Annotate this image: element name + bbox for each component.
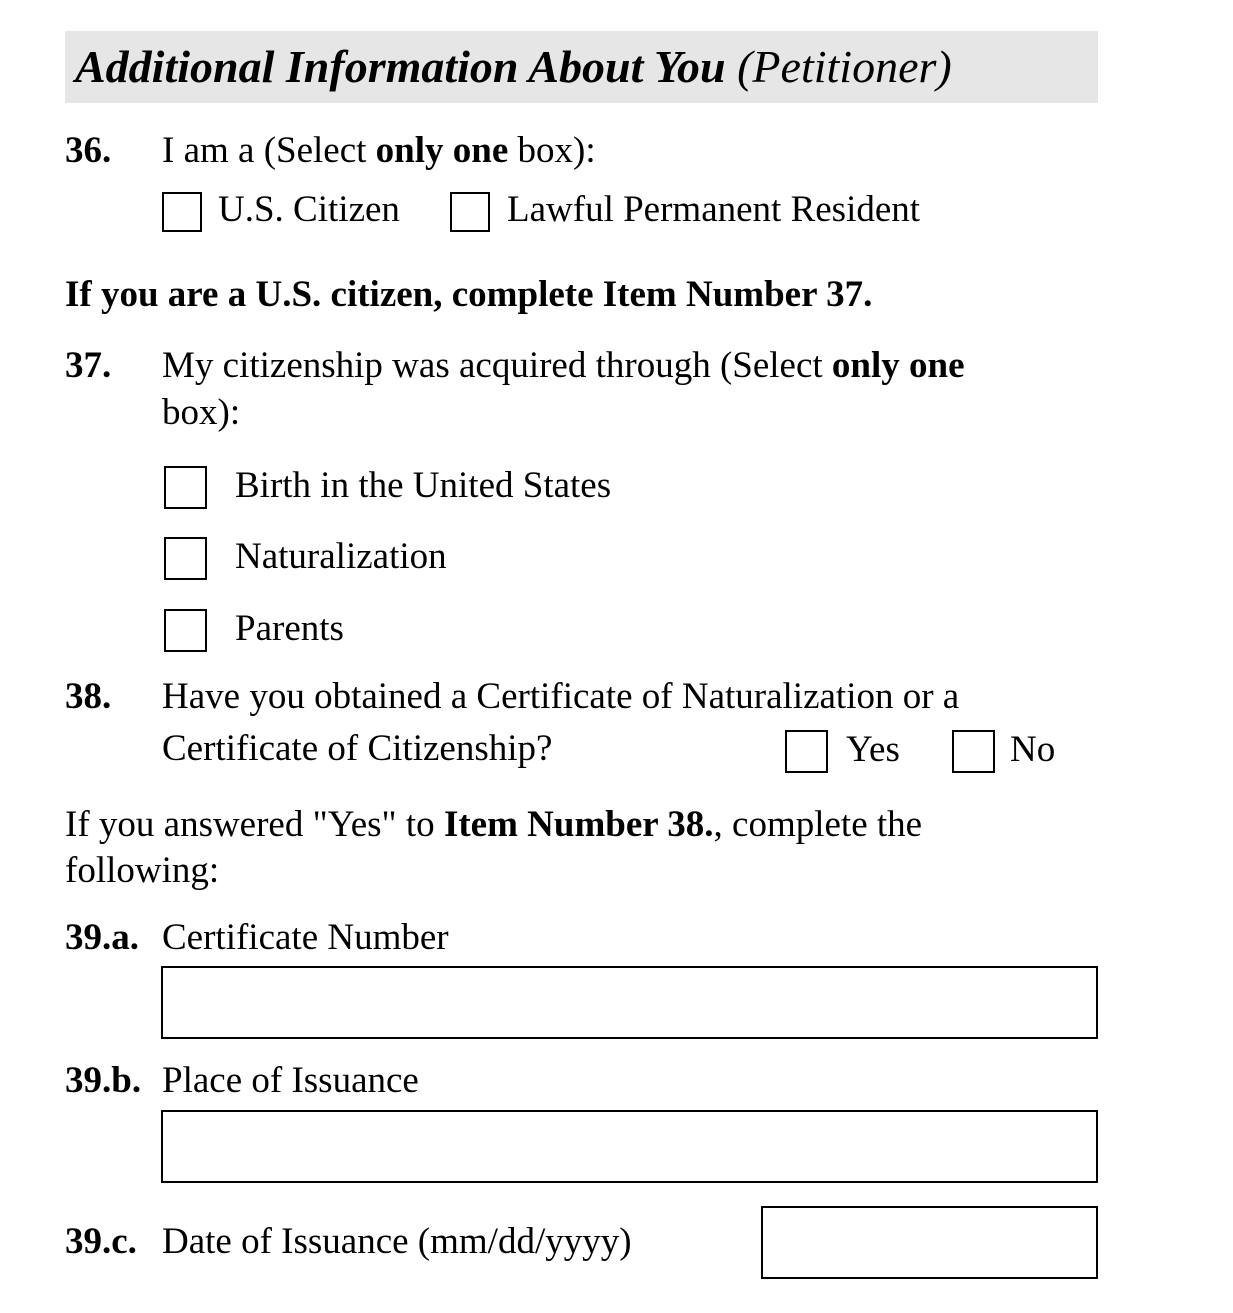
item-39c-number: 39.c. bbox=[65, 1221, 137, 1262]
followup-instruction-line2: following: bbox=[65, 850, 220, 891]
item-37-number: 37. bbox=[65, 345, 112, 386]
place-of-issuance-label: Place of Issuance bbox=[162, 1060, 419, 1101]
parents-checkbox[interactable] bbox=[164, 609, 207, 652]
lawful-permanent-resident-checkbox[interactable] bbox=[450, 192, 490, 232]
place-of-issuance-input[interactable] bbox=[161, 1110, 1098, 1183]
parents-label: Parents bbox=[235, 608, 344, 649]
lawful-permanent-resident-label: Lawful Permanent Resident bbox=[507, 189, 921, 230]
no-checkbox[interactable] bbox=[952, 730, 995, 773]
birth-in-us-label: Birth in the United States bbox=[235, 465, 612, 506]
item-36-number: 36. bbox=[65, 130, 112, 171]
no-label: No bbox=[1010, 729, 1056, 770]
section-header bbox=[65, 31, 1098, 103]
followup-instruction-line1: If you answered "Yes" to Item Number 38., complete the bbox=[65, 804, 923, 845]
section-title-strong: Additional Information About You bbox=[75, 41, 726, 92]
naturalization-label: Naturalization bbox=[235, 536, 447, 577]
yes-checkbox[interactable] bbox=[785, 730, 828, 773]
date-of-issuance-label: Date of Issuance (mm/dd/yyyy) bbox=[162, 1221, 632, 1262]
item-38-prompt-line1: Have you obtained a Certificate of Naturalization or a bbox=[162, 676, 960, 717]
citizen-instruction: If you are a U.S. citizen, complete Item Number 37. bbox=[65, 274, 873, 315]
item-39a-number: 39.a. bbox=[65, 917, 139, 958]
item-37-prompt-line2: box): bbox=[162, 392, 241, 433]
date-of-issuance-input[interactable] bbox=[761, 1206, 1098, 1279]
us-citizen-checkbox[interactable] bbox=[162, 192, 202, 232]
section-title bbox=[75, 39, 952, 95]
yes-label: Yes bbox=[846, 729, 900, 770]
item-38-prompt-line2: Certificate of Citizenship? bbox=[162, 728, 553, 769]
section-title-rest: (Petitioner) bbox=[737, 41, 952, 92]
item-38-number: 38. bbox=[65, 676, 112, 717]
item-37-prompt-line1: My citizenship was acquired through (Select only one bbox=[162, 345, 965, 386]
certificate-number-label: Certificate Number bbox=[162, 917, 449, 958]
us-citizen-label: U.S. Citizen bbox=[218, 189, 400, 230]
certificate-number-input[interactable] bbox=[161, 966, 1098, 1039]
birth-in-us-checkbox[interactable] bbox=[164, 466, 207, 509]
item-39b-number: 39.b. bbox=[65, 1060, 142, 1101]
naturalization-checkbox[interactable] bbox=[164, 537, 207, 580]
item-36-prompt: I am a (Select only one box): bbox=[162, 130, 596, 171]
